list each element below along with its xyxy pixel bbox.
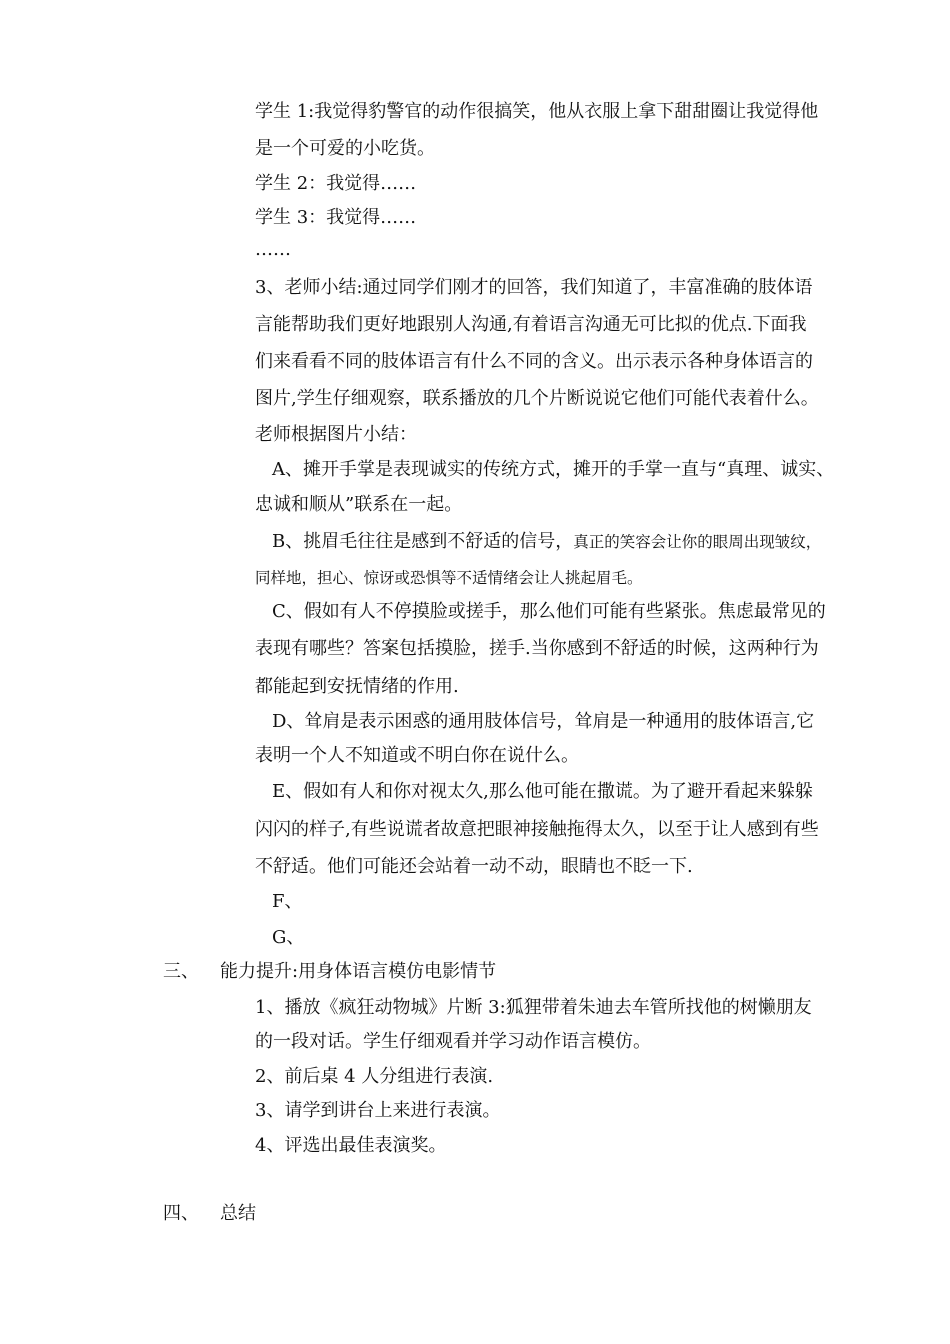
student-2-line: 学生 2：我觉得…… (255, 173, 417, 194)
item-d-line-1: D、耸肩是表示困惑的通用肢体信号，耸肩是一种通用的肢体语言,它 (272, 711, 815, 732)
summary-line-4: 图片,学生仔细观察，联系播放的几个片断说说它他们可能代表着什么。 (255, 388, 819, 409)
summary-line-5: 老师根据图片小结： (255, 424, 417, 445)
section-4-number: 四、 (163, 1203, 199, 1224)
item-a-line-1: A、摊开手掌是表现诚实的传统方式，摊开的手掌一直与“真理、诚实、 (272, 459, 835, 480)
item-b-part-1: B、挑眉毛往往是感到不舒适的信号， (272, 531, 574, 552)
item-c-line-3: 都能起到安抚情绪的作用. (255, 676, 459, 697)
item-c-line-1: C、假如有人不停摸脸或搓手，那么他们可能有些紧张。焦虑最常见的 (272, 601, 826, 622)
item-a-line-2: 忠诚和顺从”联系在一起。 (255, 494, 463, 515)
student-3-line: 学生 3：我觉得…… (255, 207, 417, 228)
item-c-line-2: 表现有哪些？答案包括摸脸，搓手.当你感到不舒适的时候，这两种行为 (255, 638, 819, 659)
item-b-line-2: 同样地，担心、惊讶或恐惧等不适情绪会让人挑起眉毛。 (255, 569, 643, 587)
item-b-line-1 (272, 530, 821, 554)
item-e-line-2: 闪闪的样子,有些说谎者故意把眼神接触拖得太久，以至于让人感到有些 (255, 819, 819, 840)
item-d-line-2: 表明一个人不知道或不明白你在说什么。 (255, 745, 579, 766)
item-e-line-1: E、假如有人和你对视太久,那么他可能在撒谎。为了避开看起来躲躲 (272, 781, 813, 802)
section-3-line-5: 4、评选出最佳表演奖。 (255, 1135, 447, 1156)
section-3-line-4: 3、请学到讲台上来进行表演。 (255, 1100, 501, 1121)
section-4-title: 总结 (220, 1203, 256, 1224)
section-3-line-3: 2、前后桌 4 人分组进行表演. (255, 1066, 494, 1087)
summary-line-1: 3、老师小结:通过同学们刚才的回答，我们知道了，丰富准确的肢体语 (255, 277, 813, 298)
section-3-line-1: 1、播放《疯狂动物城》片断 3:狐狸带着朱迪去车管所找他的树懒朋友 (255, 997, 812, 1018)
item-b-part-2: 真正的笑容会让你的眼周出现皱纹， (573, 533, 822, 551)
item-g-line: G、 (272, 927, 305, 948)
section-3-title: 能力提升:用身体语言模仿电影情节 (220, 961, 497, 982)
student-1-line-2: 是一个可爱的小吃货。 (255, 138, 435, 159)
student-1-line-1: 学生 1:我觉得豹警官的动作很搞笑，他从衣服上拿下甜甜圈让我觉得他 (255, 101, 819, 122)
item-f-line: F、 (272, 891, 303, 912)
summary-line-2: 言能帮助我们更好地跟别人沟通,有着语言沟通无可比拟的优点.下面我 (255, 314, 807, 335)
section-3-number: 三、 (163, 961, 199, 982)
ellipsis-line: …… (255, 239, 291, 260)
item-e-line-3: 不舒适。他们可能还会站着一动不动，眼睛也不眨一下. (255, 856, 693, 877)
section-3-line-2: 的一段对话。学生仔细观看并学习动作语言模仿。 (255, 1031, 651, 1052)
summary-line-3: 们来看看不同的肢体语言有什么不同的含义。出示表示各种身体语言的 (255, 351, 813, 372)
